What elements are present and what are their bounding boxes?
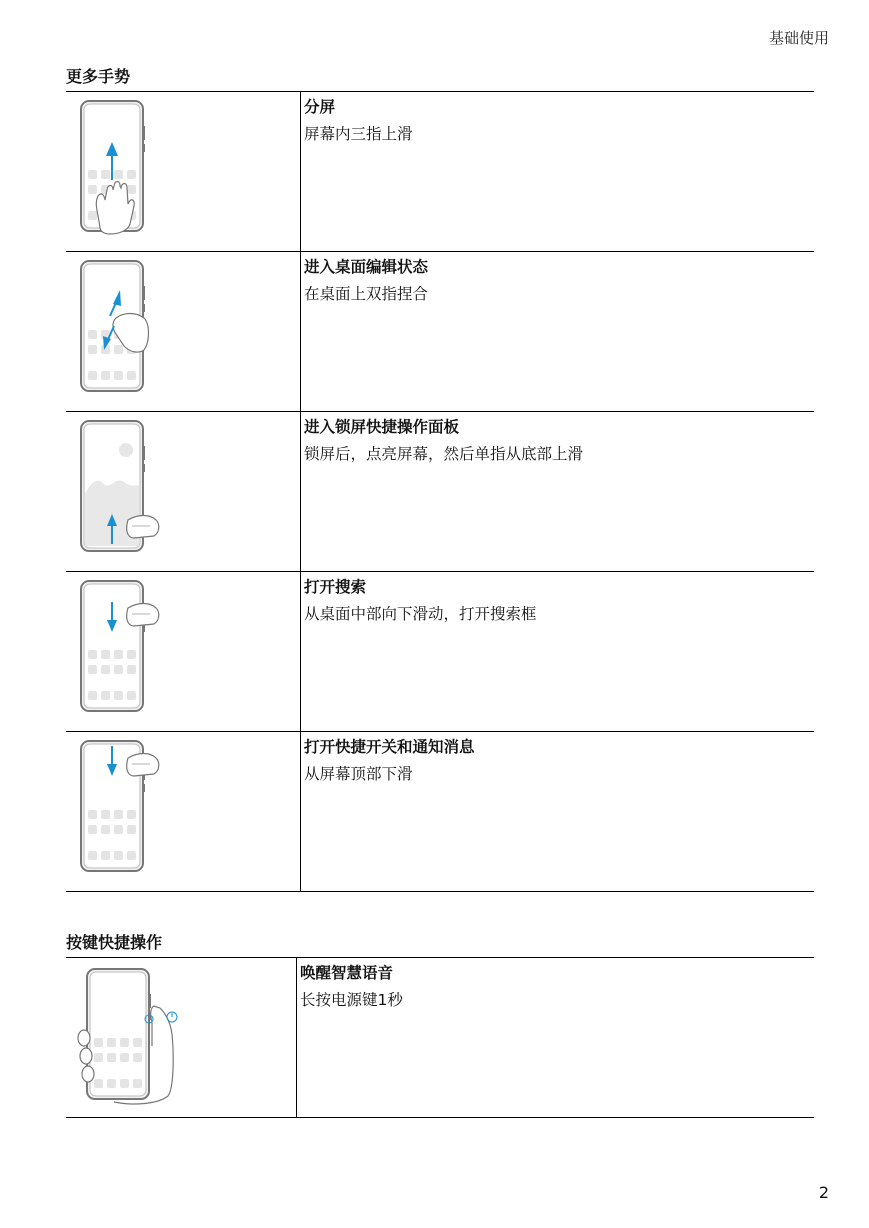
gesture-title: 进入锁屏快捷操作面板 [304, 418, 460, 436]
hand-icon [127, 754, 159, 777]
gesture-illustration-cell [66, 412, 301, 571]
gesture-text-cell [301, 252, 428, 411]
section-title-key-shortcuts: 按键快捷操作 [66, 933, 163, 952]
table-row [66, 92, 814, 252]
gesture-illustration-cell [66, 572, 301, 731]
pinch-illustration [80, 260, 160, 400]
sun-icon [119, 443, 133, 457]
three-finger-swipe-up-illustration [80, 100, 160, 240]
gesture-table [66, 91, 814, 892]
gesture-description: 从桌面中部向下滑动，打开搜索框 [304, 605, 537, 623]
table-row [66, 572, 814, 732]
gesture-description: 屏幕内三指上滑 [304, 125, 413, 143]
page-number: 2 [818, 1183, 829, 1202]
chapter-header: 基础使用 [768, 29, 829, 47]
gesture-text-cell [301, 412, 583, 571]
hand-icon [127, 516, 159, 539]
table-row [66, 252, 814, 412]
gesture-text-cell [297, 958, 403, 1117]
lockscreen-swipe-up-illustration [80, 420, 160, 560]
gesture-illustration-cell [66, 732, 301, 891]
top-swipe-down-illustration [80, 740, 160, 880]
gesture-text-cell [301, 92, 413, 251]
middle-swipe-down-illustration [80, 580, 160, 720]
table-row [66, 412, 814, 572]
gesture-title: 打开快捷开关和通知消息 [304, 738, 475, 756]
gesture-title: 唤醒智慧语音 [300, 964, 394, 982]
gesture-description: 从屏幕顶部下滑 [304, 765, 413, 783]
gesture-description: 长按电源键1秒 [300, 991, 403, 1009]
gesture-illustration-cell [66, 252, 301, 411]
gesture-description: 锁屏后，点亮屏幕，然后单指从底部上滑 [304, 445, 584, 463]
gesture-description: 在桌面上双指捏合 [304, 285, 429, 303]
hand-icon [127, 604, 159, 627]
gesture-text-cell [301, 572, 537, 731]
table-row [66, 958, 814, 1118]
gesture-illustration-cell [66, 92, 301, 251]
section-title-more-gestures: 更多手势 [66, 67, 131, 86]
gesture-title: 分屏 [304, 98, 336, 116]
table-row [66, 732, 814, 892]
power-key-press-illustration [74, 964, 204, 1114]
key-shortcut-table [66, 957, 814, 1118]
gesture-text-cell [301, 732, 475, 891]
gesture-illustration-cell [66, 958, 297, 1117]
gesture-title: 打开搜索 [304, 578, 367, 596]
gesture-title: 进入桌面编辑状态 [304, 258, 429, 276]
